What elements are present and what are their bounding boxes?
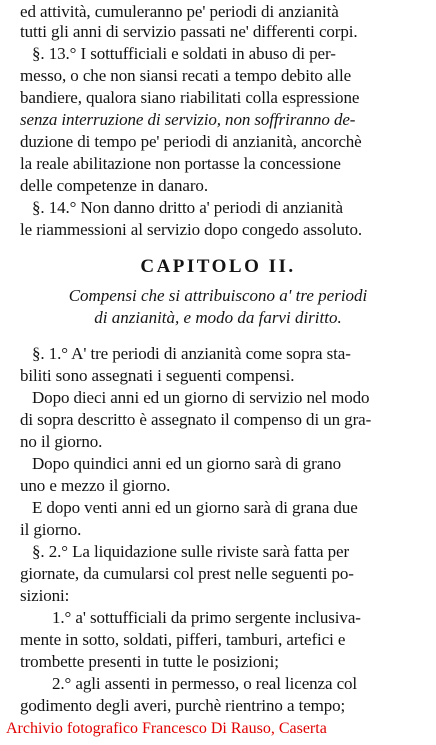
chapter-subtitle: di anzianità, e modo da farvi diritto. [94,308,342,327]
text-line: bandiere, qualora siano riabilitati colla espressione [20,88,360,107]
text-line: no il giorno. [20,432,103,451]
text-line: sizioni: [20,586,70,605]
text-line: godimento degli averi, purchè rientrino a tempo; [20,696,346,715]
text-line: §. 2.° La liquidazione sulle riviste sarà fatta per [32,542,350,561]
text-line: il giorno. [20,520,82,539]
text-line: biliti sono assegnati i seguenti compensi. [20,366,295,385]
text-line: messo, o che non siansi recati a tempo debito alle [20,66,352,85]
text-line: 1.° a' sottufficiali da primo sergente inclusiva- [52,608,361,627]
text-line: la reale abilitazione non portasse la concessione [20,154,341,173]
text-line: duzione di tempo pe' periodi di anzianità, ancorchè [20,132,362,151]
text-line: §. 14.° Non danno dritto a' periodi di anzianità [32,198,343,217]
text-line: trombette presenti in tutte le posizioni; [20,652,279,671]
text-line: giornate, da cumularsi col prest nelle seguenti po- [20,564,354,583]
chapter-subtitle: Compensi che si attribuiscono a' tre periodi [68,286,368,305]
chapter-heading: CAPITOLO II. [140,256,296,277]
text-line: mente in sotto, soldati, pifferi, tamburi, artefici e [20,630,346,649]
text-line: §. 13.° I sottufficiali e soldati in abuso di per- [32,44,336,63]
text-line: §. 1.° A' tre periodi di anzianità come sopra sta- [32,344,351,363]
text-line: le riammessioni al servizio dopo congedo assoluto. [20,220,363,239]
text-line: uno e mezzo il giorno. [20,476,171,495]
text-line: 2.° agli assenti in permesso, o real licenza col [52,674,358,693]
text-line: ed attività, cumuleranno pe' periodi di anzianità [20,2,339,21]
text-line: tutti gli anni di servizio passati ne' differenti corpi. [20,22,358,41]
archive-caption: Archivio fotografico Francesco Di Rauso, Caserta [6,720,327,737]
text-line: Dopo quindici anni ed un giorno sarà di grano [32,454,341,473]
text-line: Dopo dieci anni ed un giorno di servizio nel modo [32,388,370,407]
text-line: delle competenze in danaro. [20,176,208,195]
text-line: di sopra descritto è assegnato il compenso di un gra- [20,410,372,429]
text-line: senza interruzione di servizio, non soffriranno de- [20,110,356,129]
text-line: E dopo venti anni ed un giorno sarà di grana due [32,498,358,517]
